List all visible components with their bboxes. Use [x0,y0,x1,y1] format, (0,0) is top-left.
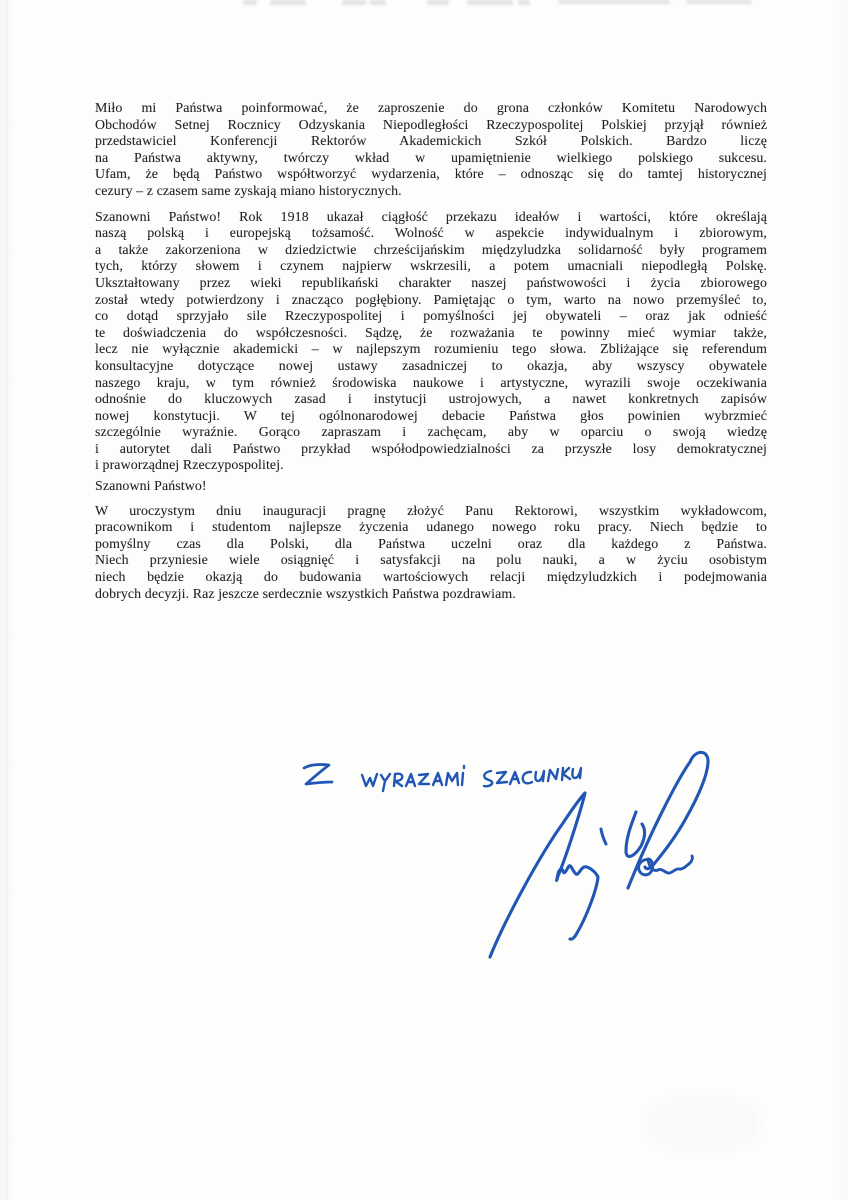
closing-block [280,740,760,980]
scan-artifact [342,0,366,5]
text-line: naszą polską i europejską tożsamość. Wolność w aspekcie indywidualnym i zbiorowym, [95,226,767,242]
text-line: W uroczystym dniu inauguracji pragnę złożyć Panu Rektorowi, wszystkim wykładowcom, [95,503,767,519]
closing-letter-z [304,764,332,784]
text-line: Ukształtowany przez wieki republikański charakter naszej państwowości i życia zbiorowego [95,275,767,291]
text-line: co dotąd sprzyjało sile Rzeczypospolitej i pomyślności jej obywateli – oraz jak odnieść [95,309,767,325]
handwritten-signature-area [280,740,760,980]
text-line: Obchodów Setnej Rocznicy Odzyskania Niepodległości Rzeczypospolitej Polskiej przyjął również [95,117,767,133]
paragraph [95,504,767,604]
text-line: lecz nie wyłącznie akademicki – w najlepszym rozumieniu tego słowa. Zbliżające się referendum [95,342,767,358]
signature-tail-wiggle [639,856,693,875]
scan-edge-line [6,0,8,1200]
paragraph [95,479,767,496]
closing-word-szacunku [484,768,581,786]
text-line: te doświadczenia do współczesności. Sądzę, że rozważania te powinny mieć wymiar także, [95,325,767,341]
scan-artifact [518,0,530,5]
scan-artifact [270,0,306,5]
text-line: niech będzie okazją do budowania wartościowych relacji międzyludzkich i podejmowania [95,570,767,586]
ink-strokes [304,752,708,957]
text-line: Ufam, że będą Państwo współtworzyć wydarzenia, które – odnosząc się do tamtej historycznej [95,167,767,183]
text-line: Miło mi Państwa poinformować, że zaproszenie do grona członków Komitetu Narodowych [95,101,767,116]
text-line: dobrych decyzji. Raz jeszcze serdecznie wszystkich Państwa pozdrawiam. [95,586,516,602]
paragraph [95,101,767,201]
text-line: odnośnie do kluczowych zasad i instytucji ustrojowych, a nawet konkretnych zapisów [95,392,767,408]
text-line: cezury – z czasem same zyskają miano historycznych. [95,183,402,199]
text-line: Niech przyniesie wiele osiągnięć i satysfakcji na polu nauki, a w życiu osobistym [95,553,767,569]
scan-artifact [467,0,513,5]
signature-first-stroke [490,793,598,957]
text-line: na Państwa aktywny, twórczy wkład w upamiętnienie wielkiego polskiego sukcesu. [95,150,767,166]
text-line: tych, którzy słowem i czynem najpierw wskrzesili, a potem umacniali niepodległą Polskę. [95,259,767,275]
closing-word-wyrazami [362,766,464,791]
text-line: pracownikom i studentom najlepsze życzenia udanego nowego roku pracy. Niech będzie to [95,520,767,536]
text-line: nowej konstytucji. W tej ogólnonarodowej debacie Państwa głos powinien wybrzmieć [95,408,767,424]
text-line: Szanowni Państwo! Rok 1918 ukazał ciągłość przekazu ideałów i wartości, które określają [95,209,767,225]
text-line: przedstawiciel Konferencji Rektorów Akademickich Szkół Polskich. Bardzo liczę [95,134,767,150]
scan-artifact [686,0,752,4]
scan-artifact [427,0,449,5]
paragraph [95,210,767,476]
text-line: szczególnie wyraźnie. Gorąco zapraszam i zachęcam, aby w oparciu o swoją wiedzę [95,425,767,441]
text-line: i praworządnej Rzeczypospolitej. [95,458,284,474]
scan-artifact [558,0,670,4]
letter-body [95,101,767,603]
scan-artifact [370,0,386,5]
text-line: i autorytet dali Państwo przykład współodpowiedzialności za przyszłe losy demokratycznej [95,441,767,457]
signature-d-stroke [626,812,645,856]
text-line: a także zakorzeniona w dziedzictwie chrześcijańskim międzyludzka solidarność były programem [95,242,767,258]
signature-apostrophe [601,829,606,844]
scan-smudge [645,1098,760,1150]
text-line: konsultacyjne dotyczące nowej ustawy zasadniczej to okazja, aby wszyscy obywatele [95,358,767,374]
text-line: pomyślny czas dla Polski, dla Państwa uczelni oraz dla każdego z Państwa. [95,536,767,552]
text-line: naszego kraju, w tym również środowiska naukowe i artystyczne, wyrazili swoje oczekiwania [95,375,767,391]
scan-artifact [243,0,257,5]
text-line: Szanowni Państwo! [95,479,207,495]
text-line: został wtedy potwierdzony i znacząco pogłębiony. Pamiętając o tym, warto na nowo przemyśleć to, [95,292,767,308]
